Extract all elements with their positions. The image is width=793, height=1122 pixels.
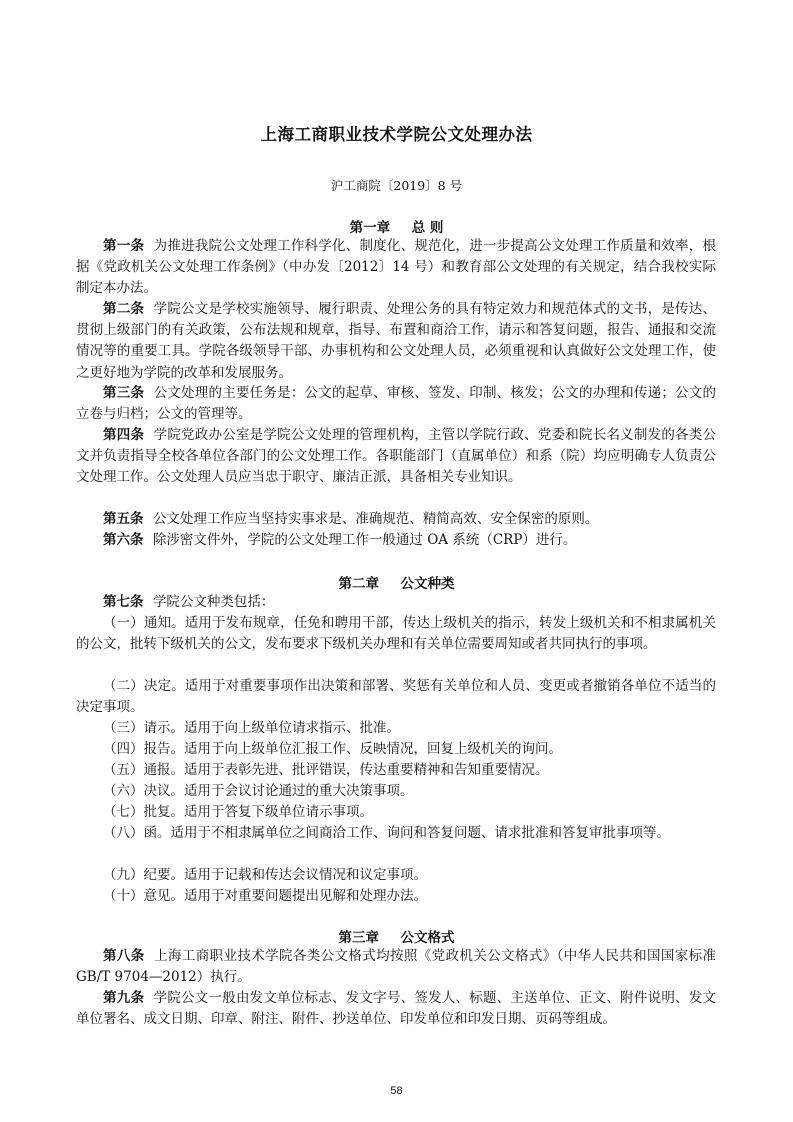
type-item: （十）意见。适用于对重要问题提出见解和处理办法。 [103,888,427,904]
article-label: 第三条 [103,385,145,401]
chapter-name: 公文种类 [400,576,455,592]
article-2 [76,299,716,384]
chapter-number: 第二章 [338,576,379,592]
article-text: 公文处理工作应当坚持实事求是、准确规范、精简高效、安全保密的原则。 [152,511,599,527]
chapter-name: 总 则 [411,220,444,236]
document-title: 上海工商职业技术学院公文处理办法 [260,125,533,144]
article-label: 第五条 [103,511,144,527]
type-item: （一）通知。适用于发布规章，任免和聘用干部，传达上级机关的指示，转发上级机关和不相隶属机关的公文，批转下级机关的公文，发布要求下级机关办理和有关单位需要周知或者共同执行的事项。 [76,615,716,653]
type-item: （七）批复。适用于答复下级单位请示事项。 [103,804,373,820]
type-item: （四）报告。适用于向上级单位汇报工作、反映情况，回复上级机关的询问。 [103,741,562,757]
article-8 [76,946,716,988]
type-item: （六）决议。适用于会议讨论通过的重大决策事项。 [103,783,414,799]
article-text: 上海工商职业技术学院各类公文格式均按照《党政机关公文格式》（中华人民共和国国家标准 GB/T 9704—2012）执行。 [76,948,717,986]
document-number: 沪工商院〔2019〕8 号 [330,178,463,193]
article-text: 学院公文一般由发文单位标志、发文字号、签发人、标题、主送单位、正文、附件说明、发文单位署名、成文日期、印章、附注、附件、抄送单位、印发单位和印发日期、页码等组成。 [76,990,717,1028]
article-9 [76,988,716,1030]
article-3 [76,383,716,425]
type-item: （三）请示。适用于向上级单位请求指示、批准。 [103,720,400,736]
article-label: 第一条 [103,238,145,254]
article-label: 第九条 [103,990,145,1006]
article-text: 为推进我院公文处理工作科学化、制度化、规范化，进一步提高公文处理工作质量和效率，根据《党政机关公文处理工作条例》（中办发〔2012〕14 号）和教育部公文处理的有关规定，结合我校实际制定本办法。 [76,238,717,297]
article-text: 学院公文是学校实施领导、履行职责、处理公务的具有特定效力和规范体式的文书，是传达、贯彻上级部门的有关政策，公布法规和规章，指导、布置和商洽工作，请示和答复问题，报告、通报和交流情况等的重要工具。学院各级领导干部、办事机构和公文处理人员，必须重视和认真做好公文处理工作，使之更好地为学院的改革和发展服务。 [76,301,717,381]
chapter-number: 第三章 [338,930,379,946]
type-item: （五）通报。适用于表彰先进、批评错误，传达重要精神和告知重要情况。 [103,762,549,778]
page-number: 58 [390,1085,403,1097]
article-5 [76,509,716,530]
article-label: 第八条 [103,948,145,964]
type-item: （八）函。适用于不相隶属单位之间商洽工作、询问和答复问题、请求批准和答复审批事项等。 [103,825,670,841]
article-text: 除涉密文件外，学院的公文处理工作一般通过 OA 系统（CRP）进行。 [152,532,577,548]
article-text: 公文处理的主要任务是：公文的起草、审核、签发、印制、核发；公文的办理和传递；公文的立卷与归档；公文的管理等。 [76,385,717,423]
article-label: 第二条 [103,301,145,317]
article-text: 学院党政办公室是学院公文处理的管理机构，主管以学院行政、党委和院长名义制发的各类公文并负责指导全校各单位各部门的公文处理工作。各职能部门（直属单位）和系（院）均应明确专人负责公文处理工作。公文处理人员应当忠于职守、廉洁正派，具备相关专业知识。 [76,427,717,486]
type-item: （九）纪要。适用于记载和传达会议情况和议定事项。 [103,867,427,883]
article-1 [76,236,716,300]
article-label: 第七条 [103,594,144,610]
chapter-number: 第一章 [349,220,391,236]
article-label: 第四条 [103,427,145,443]
article-4 [76,425,716,489]
chapter-heading [0,216,793,236]
article-text: 学院公文种类包括： [152,594,275,610]
type-item: （二）决定。适用于对重要事项作出决策和部署、奖惩有关单位和人员、变更或者撤销各单位不适当的决定事项。 [76,678,716,716]
article-6 [76,530,716,551]
chapter-heading [0,926,793,946]
article-label: 第六条 [103,532,144,548]
article-7 [76,592,716,613]
chapter-name: 公文格式 [400,930,455,946]
chapter-heading [0,572,793,592]
